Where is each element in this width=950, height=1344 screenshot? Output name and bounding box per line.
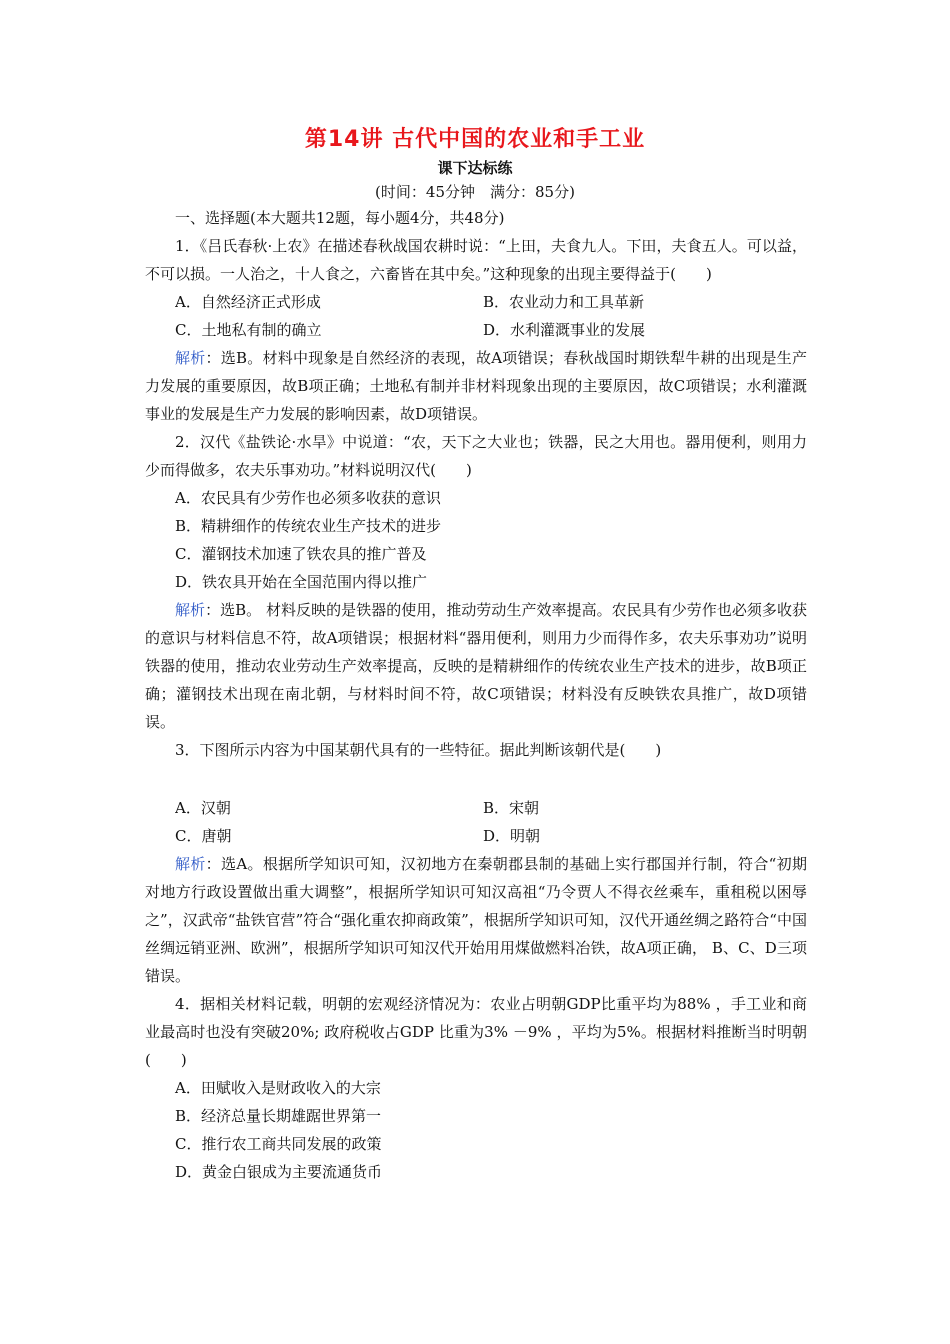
option-c: C．唐朝 [175,827,232,845]
analysis-label: 解析 [175,601,206,619]
option-d: D．明朝 [483,827,541,845]
page-subtitle: 课下达标练 [437,159,513,177]
question-1-options-row-1 [145,288,807,316]
analysis-text: ：选A。根据所学知识可知，汉初地方在秦朝郡县制的基础上实行郡国并行制，符合“初期对地方行政设置做出重大调整”，根据所学知识可知汉高祖“乃令贾人不得衣丝乘车，重租税以困辱之”，汉武帝“盐铁官营”符合“强化重农抑商政策”，根据所学知识可知，汉代开通丝绸之路符合“中国丝绸远销亚洲、欧洲”，根据所学知识可知汉代开始用用煤做燃料冶铁，故A项正确， B、C、D三项错误。 [145,855,807,985]
question-1-options-row-2 [145,316,807,344]
option-c: C．土地私有制的确立 [175,321,322,339]
option-d: D．黄金白银成为主要流通货币 [175,1163,383,1181]
option-c: C．灌钢技术加速了铁农具的推广普及 [175,545,427,563]
option-a: A．自然经济正式形成 [175,293,321,311]
section-heading: 一、选择题(本大题共12题，每小题4分，共48分) [175,209,505,227]
option-b: B．精耕细作的传统农业生产技术的进步 [175,517,442,535]
time-info: (时间：45分钟 满分：85分) [375,183,575,201]
option-a: A．农民具有少劳作也必须多收获的意识 [175,489,441,507]
option-c: C．推行农工商共同发展的政策 [175,1135,382,1153]
option-b: B．经济总量长期雄踞世界第一 [175,1107,382,1125]
document-body [145,204,807,1186]
question-1-analysis [145,344,807,428]
page-title: 第14讲 古代中国的农业和手工业 [304,127,646,152]
option-b: B．宋朝 [483,799,540,817]
question-3-options-row-1 [145,794,807,822]
question-2-stem: 2．汉代《盐铁论·水旱》中说道：“农，天下之大业也；铁器，民之大用也。器用便利，则用力少而得做多，农夫乐事劝功。”材料说明汉代( ) [145,433,807,479]
option-a: A．田赋收入是财政收入的大宗 [175,1079,381,1097]
analysis-label: 解析 [175,349,206,367]
question-2-analysis [145,596,807,736]
question-3-analysis [145,850,807,990]
question-3-stem: 3．下图所示内容为中国某朝代具有的一些特征。据此判断该朝代是( ) [175,741,662,759]
question-1-stem: 1．《吕氏春秋·上农》在描述春秋战国农耕时说：“上田，夫食九人。下田，夫食五人。可以益，不可以损。一人治之，十人食之，六畜皆在其中矣。”这种现象的出现主要得益于( ) [145,237,807,283]
option-b: B．农业动力和工具革新 [483,293,645,311]
figure-placeholder [145,764,807,794]
option-a: A．汉朝 [175,799,231,817]
analysis-label: 解析 [175,855,206,873]
question-3-options-row-2 [145,822,807,850]
question-4-stem: 4．据相关材料记载，明朝的宏观经济情况为：农业占明朝GDP比重平均为88% ，手工业和商业最高时也没有突破20%; 政府税收占GDP 比重为3% －9% ，平均为5%。根据材料推断当时明朝( ) [145,995,807,1069]
analysis-text: ：选B。 材料反映的是铁器的使用，推动劳动生产效率提高。农民具有少劳作也必须多收获的意识与材料信息不符，故A项错误；根据材料“器用便利，则用力少而得作多，农夫乐事劝功”说明铁器的使用，推动农业劳动生产效率提高，反映的是精耕细作的传统农业生产技术的进步，故B项正确；灌钢技术出现在南北朝，与材料时间不符，故C项错误；材料没有反映铁农具推广，故D项错误。 [145,601,807,731]
option-d: D．水利灌溉事业的发展 [483,321,646,339]
option-d: D．铁农具开始在全国范围内得以推广 [175,573,428,591]
analysis-text: ：选B。材料中现象是自然经济的表现，故A项错误；春秋战国时期铁犁牛耕的出现是生产力发展的重要原因，故B项正确；土地私有制并非材料现象出现的主要原因，故C项错误；水利灌溉事业的发展是生产力发展的影响因素，故D项错误。 [145,349,807,423]
